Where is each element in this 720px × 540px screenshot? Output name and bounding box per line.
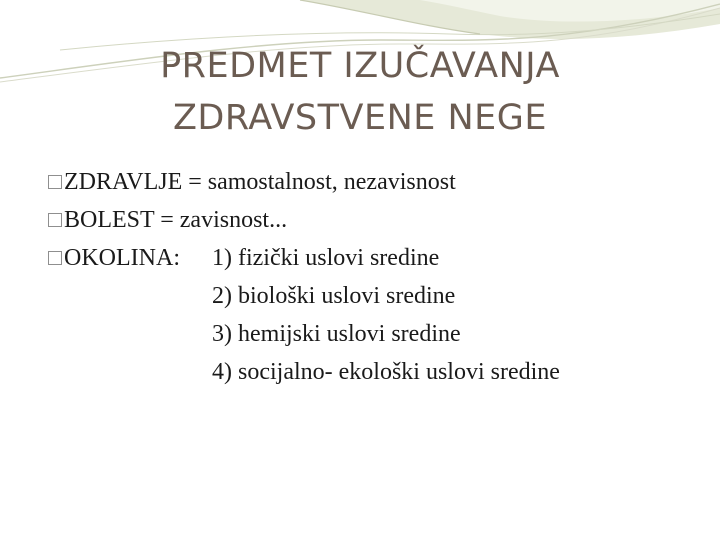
slide-title-line-2: ZDRAVSTVENE NEGE [172,98,548,138]
okolina-item-2: 2) biološki uslovi sredine [212,283,456,309]
slide-title [0,40,720,144]
square-bullet-icon [48,213,62,227]
bullet-text: BOLEST = zavisnost... [64,207,288,233]
bullet-text: ZDRAVLJE = samostalnost, nezavisnost [64,169,456,195]
bullet-text: OKOLINA: [64,245,180,271]
square-bullet-icon [48,251,62,265]
okolina-item-1: 1) fizički uslovi sredine [212,245,440,271]
okolina-item-3: 3) hemijski uslovi sredine [212,321,461,347]
slide-title-line-1: PREDMET IZUČAVANJA [160,46,560,86]
square-bullet-icon [48,175,62,189]
okolina-item-4: 4) socijalno- ekološki uslovi sredine [212,359,560,385]
